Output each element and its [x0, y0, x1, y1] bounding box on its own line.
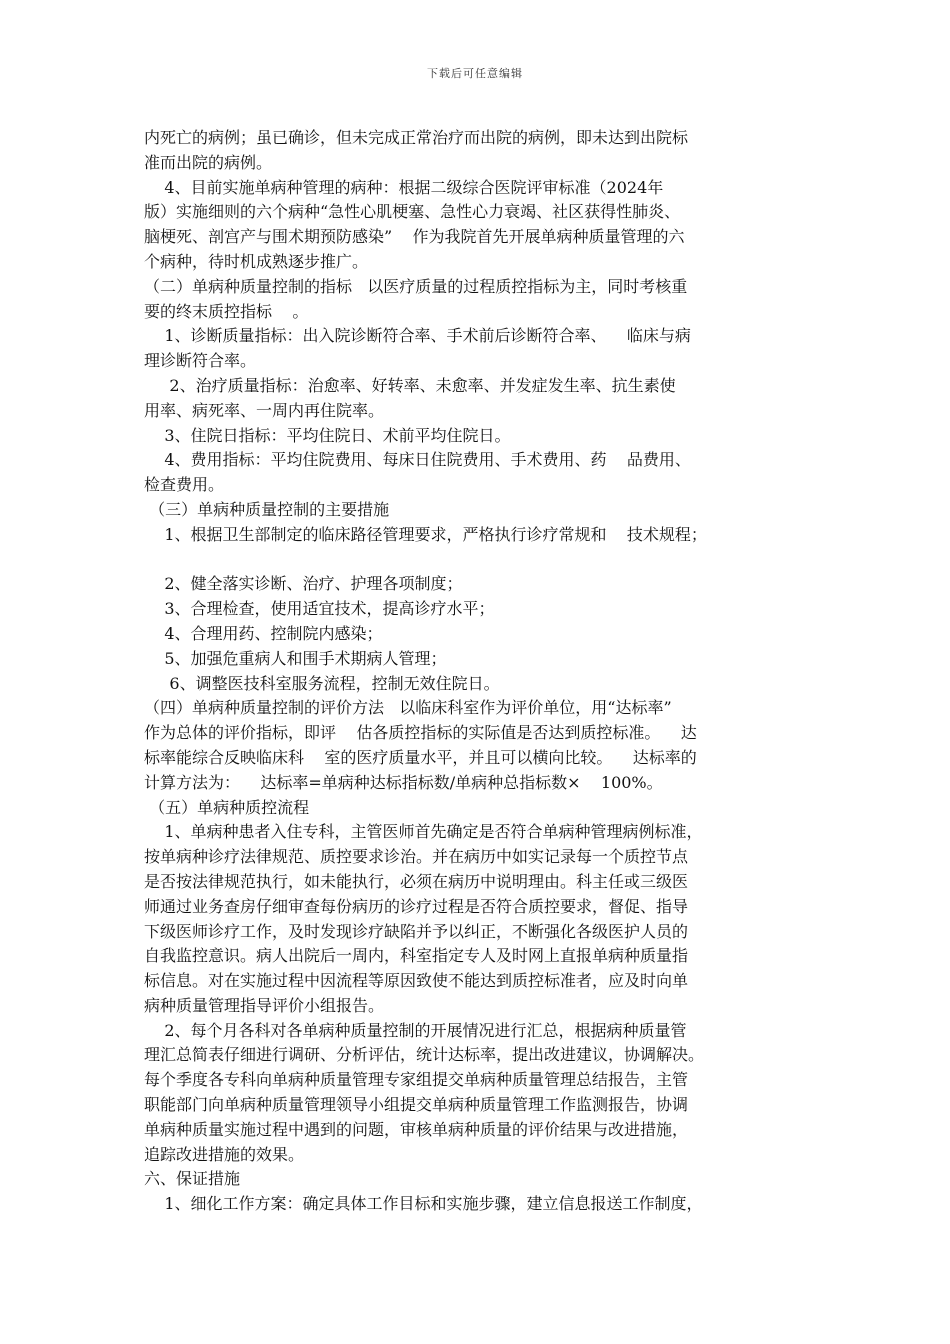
text-line: 是否按法律规范执行，如未能执行，必须在病历中说明理由。科主任或三级医 [144, 871, 689, 891]
text-line: 准而出院的病例。 [144, 152, 273, 172]
text-line: 5、加强危重病人和围手术期病人管理； [144, 648, 447, 668]
text-line: （四）单病种质量控制的评价方法 以临床科室作为评价单位，用“达标率” [144, 698, 672, 718]
text-line: 脑梗死、剖宫产与围术期预防感染” 作为我院首先开展单病种质量管理的六 [144, 227, 685, 247]
text-line: 2、治疗质量指标：治愈率、好转率、未愈率、并发症发生率、抗生素使 [144, 375, 676, 395]
text-line: 标率能综合反映临床科 室的医疗质量水平，并且可以横向比较。 达标率的 [144, 747, 697, 767]
text-line: 按单病种诊疗法律规范、质控要求诊治。并在病历中如实记录每一个质控节点 [144, 847, 689, 867]
text-line: 内死亡的病例；虽已确诊，但未完成正常治疗而出院的病例，即未达到出院标 [144, 128, 689, 147]
text-line: 理诊断符合率。 [144, 351, 257, 371]
text-line: 4、目前实施单病种管理的病种：根据二级综合医院评审标准（2024年 [144, 177, 664, 197]
text-line: 单病种质量实施过程中遇到的问题，审核单病种质量的评价结果与改进措施， [144, 1119, 689, 1139]
text-line [144, 548, 810, 573]
text-line: （二）单病种质量控制的指标 以医疗质量的过程质控指标为主，同时考核重 [144, 276, 688, 296]
text-line: 标信息。对在实施过程中因流程等原因致使不能达到质控标准者，应及时向单 [144, 971, 689, 991]
text-line: 3、合理检查，使用适宜技术，提高诊疗水平； [144, 599, 495, 619]
text-line: 师通过业务查房仔细审查每份病历的诊疗过程是否符合质控要求，督促、指导 [144, 896, 689, 916]
text-line: 版）实施细则的六个病种“急性心肌梗塞、急性心力衰竭、社区获得性肺炎、 [144, 202, 681, 222]
text-line: 检查费用。 [144, 475, 225, 495]
text-line: 职能部门向单病种质量管理领导小组提交单病种质量管理工作监测报告，协调 [144, 1095, 689, 1115]
text-line: 六、保证措施 [144, 1169, 241, 1189]
text-line: 追踪改进措施的效果。 [144, 1144, 305, 1164]
text-line: 计算方法为： 达标率=单病种达标指标数/单病种总指标数× 100%。 [144, 772, 663, 792]
text-line: 1、细化工作方案：确定具体工作目标和实施步骤，建立信息报送工作制度， [144, 1194, 703, 1214]
text-line: 1、单病种患者入住专科，主管医师首先确定是否符合单病种管理病例标准， [144, 822, 703, 842]
text-line: （三）单病种质量控制的主要措施 [144, 499, 390, 519]
text-line: 2、健全落实诊断、治疗、护理各项制度； [144, 574, 463, 594]
text-line: 3、住院日指标：平均住院日、术前平均住院日。 [144, 425, 511, 445]
text-line: 下级医师诊疗工作，及时发现诊疗缺陷并予以纠正，不断强化各级医护人员的 [144, 921, 689, 941]
text-line: 病种质量管理指导评价小组报告。 [144, 995, 385, 1015]
text-line: 用率、病死率、一周内再住院率。 [144, 400, 385, 420]
text-line: 自我监控意识。病人出院后一周内，科室指定专人及时网上直报单病种质量指 [144, 946, 689, 966]
text-line: 作为总体的评价指标，即评 估各质控指标的实际值是否达到质控标准。 达 [144, 723, 697, 743]
text-line: 1、诊断质量指标：出入院诊断符合率、手术前后诊断符合率、 临床与病 [144, 326, 691, 346]
text-line: 理汇总简表仔细进行调研、分析评估，统计达标率，提出改进建议，协调解决。 [144, 1045, 705, 1065]
text-line: 2、每个月各科对各单病种质量控制的开展情况进行汇总，根据病种质量管 [144, 1020, 687, 1040]
document-body [144, 126, 810, 1217]
text-line: （五）单病种质控流程 [144, 797, 310, 817]
text-line: 个病种，待时机成熟逐步推广。 [144, 251, 369, 271]
text-line: 4、费用指标：平均住院费用、每床日住院费用、手术费用、药 品费用、 [144, 450, 691, 470]
page-header: 下载后可任意编辑 [427, 67, 523, 80]
text-line: 4、合理用药、控制院内感染； [144, 623, 383, 643]
text-line: 6、调整医技科室服务流程，控制无效住院日。 [144, 673, 500, 693]
text-line: 每个季度各专科向单病种质量管理专家组提交单病种质量管理总结报告，主管 [144, 1070, 689, 1090]
text-line: 要的终末质控指标 。 [144, 301, 309, 321]
text-line: 1、根据卫生部制定的临床路径管理要求，严格执行诊疗常规和 技术规程； [144, 524, 707, 544]
